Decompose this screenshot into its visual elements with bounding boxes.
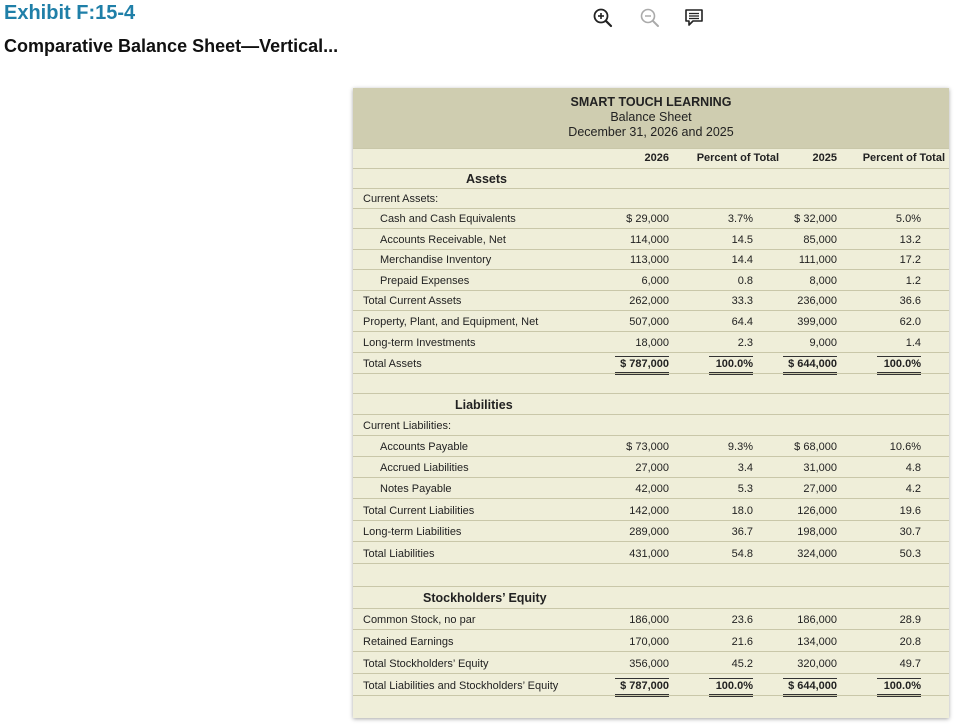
value-2025: $ 68,000 [794, 441, 837, 453]
percent-2025: 28.9 [899, 614, 921, 626]
percent-2026: 9.3% [727, 441, 753, 453]
value-2025: 324,000 [797, 548, 837, 560]
section-equity: Stockholders’ Equity [423, 591, 547, 605]
value-2025: $ 32,000 [794, 213, 837, 225]
column-rule [783, 678, 837, 679]
value-2025: 8,000 [809, 275, 837, 287]
row-divider [353, 148, 949, 149]
column-header-2025: 2025 [812, 152, 837, 164]
exhibit-label: Exhibit F:15-4 [4, 2, 136, 24]
value-2025: 134,000 [797, 636, 837, 648]
column-rule [709, 374, 753, 375]
column-rule [615, 356, 669, 357]
row-label: Cash and Cash Equivalents [380, 213, 516, 225]
value-2025: 198,000 [797, 526, 837, 538]
column-rule [615, 678, 669, 679]
percent-2025: 19.6 [899, 505, 921, 517]
value-2026: 114,000 [630, 234, 669, 246]
column-header-percent-2025: Percent of Total [862, 152, 945, 164]
percent-2026: 33.3 [731, 295, 753, 307]
row-label: Long-term Investments [363, 337, 476, 349]
percent-2025: 13.2 [899, 234, 921, 246]
column-rule [615, 694, 669, 695]
column-rule [615, 696, 669, 697]
percent-2026: 45.2 [731, 658, 753, 670]
row-divider [353, 290, 949, 291]
value-2026: 356,000 [629, 658, 669, 670]
column-rule [783, 356, 837, 357]
row-divider [353, 586, 949, 587]
value-2025: 320,000 [797, 658, 837, 670]
section-liabilities: Liabilities [455, 398, 513, 412]
column-rule [783, 694, 837, 695]
row-divider [353, 563, 949, 564]
percent-2026: 3.7% [727, 213, 753, 225]
column-rule [709, 678, 753, 679]
column-rule [709, 356, 753, 357]
percent-2025: 5.0% [895, 213, 921, 225]
row-label: Total Stockholders’ Equity [363, 658, 489, 670]
row-label: Total Current Assets [363, 295, 462, 307]
row-label: Total Liabilities and Stockholders’ Equity [363, 680, 559, 692]
row-label: Total Liabilities [363, 548, 435, 560]
column-rule [877, 356, 921, 357]
row-divider [353, 520, 949, 521]
percent-2026: 18.0 [731, 505, 753, 517]
value-2025: 399,000 [797, 316, 837, 328]
value-2026: 18,000 [635, 337, 669, 349]
row-divider [353, 249, 949, 250]
value-2026: $ 73,000 [626, 441, 669, 453]
row-label: Accounts Receivable, Net [380, 234, 506, 246]
row-divider [353, 414, 949, 415]
value-2025: 111,000 [798, 254, 837, 266]
percent-2026: 2.3 [737, 337, 753, 349]
value-2025: 9,000 [809, 337, 837, 349]
column-rule [709, 372, 753, 373]
row-divider [353, 331, 949, 332]
row-divider [353, 435, 949, 436]
percent-2026: 54.8 [731, 548, 753, 560]
column-rule [877, 374, 921, 375]
value-2026: 6,000 [641, 275, 669, 287]
percent-2025: 10.6% [889, 441, 921, 453]
percent-2026: 23.6 [731, 614, 753, 626]
row-divider [353, 651, 949, 652]
row-divider [353, 608, 949, 609]
balance-sheet [353, 88, 949, 718]
percent-2026: 0.8 [737, 275, 753, 287]
column-rule [615, 374, 669, 375]
column-rule [709, 696, 753, 697]
value-2026: 27,000 [635, 462, 669, 474]
value-2026: 431,000 [629, 548, 669, 560]
value-2026: 507,000 [629, 316, 669, 328]
row-label: Total Current Liabilities [363, 505, 475, 517]
row-divider [353, 673, 949, 674]
row-divider [353, 629, 949, 630]
row-divider [353, 393, 949, 394]
value-2025: 85,000 [803, 234, 837, 246]
row-divider [353, 352, 949, 353]
row-label: Current Liabilities: [363, 420, 452, 432]
column-rule [877, 694, 921, 695]
column-rule [783, 372, 837, 373]
value-2026: 262,000 [629, 295, 669, 307]
row-label: Merchandise Inventory [380, 254, 492, 266]
section-assets: Assets [466, 172, 507, 186]
value-2025: 236,000 [797, 295, 837, 307]
value-2026: 113,000 [630, 254, 669, 266]
row-divider [353, 477, 949, 478]
value-2025: 186,000 [797, 614, 837, 626]
value-2026: 289,000 [629, 526, 669, 538]
value-2025: 27,000 [803, 483, 837, 495]
statement-dates: December 31, 2026 and 2025 [568, 125, 734, 139]
percent-2026: 100.0% [715, 358, 753, 370]
row-divider [353, 541, 949, 542]
zoom-out-icon[interactable] [639, 7, 661, 29]
column-header-2026: 2026 [644, 152, 669, 164]
column-rule [877, 678, 921, 679]
value-2025: $ 644,000 [788, 680, 837, 692]
row-label: Current Assets: [363, 193, 439, 205]
row-label: Notes Payable [380, 483, 452, 495]
value-2026: 186,000 [629, 614, 669, 626]
percent-2025: 50.3 [899, 548, 921, 560]
percent-2025: 100.0% [883, 680, 921, 692]
value-2025: $ 644,000 [788, 358, 837, 370]
percent-2025: 36.6 [899, 295, 921, 307]
percent-2025: 62.0 [899, 316, 921, 328]
column-rule [615, 372, 669, 373]
value-2026: $ 29,000 [626, 213, 669, 225]
comment-icon[interactable] [683, 7, 705, 29]
column-rule [877, 372, 921, 373]
percent-2025: 17.2 [899, 254, 921, 266]
percent-2025: 100.0% [883, 358, 921, 370]
column-rule [709, 694, 753, 695]
column-header-percent-2026: Percent of Total [696, 152, 779, 164]
row-divider [353, 168, 949, 169]
percent-2026: 14.4 [731, 254, 753, 266]
percent-2026: 100.0% [715, 680, 753, 692]
column-rule [877, 696, 921, 697]
percent-2025: 1.4 [905, 337, 921, 349]
percent-2025: 49.7 [899, 658, 921, 670]
row-divider [353, 456, 949, 457]
row-divider [353, 228, 949, 229]
value-2026: 170,000 [629, 636, 669, 648]
row-divider [353, 208, 949, 209]
percent-2025: 30.7 [899, 526, 921, 538]
percent-2025: 4.2 [905, 483, 921, 495]
row-label: Accrued Liabilities [380, 462, 469, 474]
percent-2026: 21.6 [731, 636, 753, 648]
statement-name: Balance Sheet [610, 110, 692, 124]
column-rule [783, 696, 837, 697]
percent-2026: 3.4 [737, 462, 753, 474]
row-divider [353, 498, 949, 499]
row-label: Property, Plant, and Equipment, Net [363, 316, 539, 328]
percent-2026: 64.4 [731, 316, 753, 328]
row-label: Retained Earnings [363, 636, 454, 648]
row-label: Common Stock, no par [363, 614, 476, 626]
row-label: Long-term Liabilities [363, 526, 462, 538]
column-rule [783, 374, 837, 375]
row-divider [353, 269, 949, 270]
value-2025: 126,000 [797, 505, 837, 517]
percent-2025: 20.8 [899, 636, 921, 648]
percent-2026: 36.7 [731, 526, 753, 538]
value-2026: $ 787,000 [620, 680, 669, 692]
value-2026: 42,000 [635, 483, 669, 495]
value-2026: 142,000 [629, 505, 669, 517]
row-label: Accounts Payable [380, 441, 469, 453]
page-title: Comparative Balance Sheet—Vertical... [4, 36, 339, 56]
percent-2025: 4.8 [905, 462, 921, 474]
row-divider [353, 188, 949, 189]
company-name: SMART TOUCH LEARNING [570, 95, 732, 109]
zoom-in-icon[interactable] [592, 7, 614, 29]
percent-2025: 1.2 [905, 275, 921, 287]
percent-2026: 14.5 [731, 234, 753, 246]
value-2026: $ 787,000 [620, 358, 669, 370]
row-label: Total Assets [363, 358, 422, 370]
row-divider [353, 310, 949, 311]
percent-2026: 5.3 [737, 483, 753, 495]
balance-sheet-figure [353, 88, 949, 718]
value-2025: 31,000 [803, 462, 837, 474]
row-label: Prepaid Expenses [380, 275, 470, 287]
